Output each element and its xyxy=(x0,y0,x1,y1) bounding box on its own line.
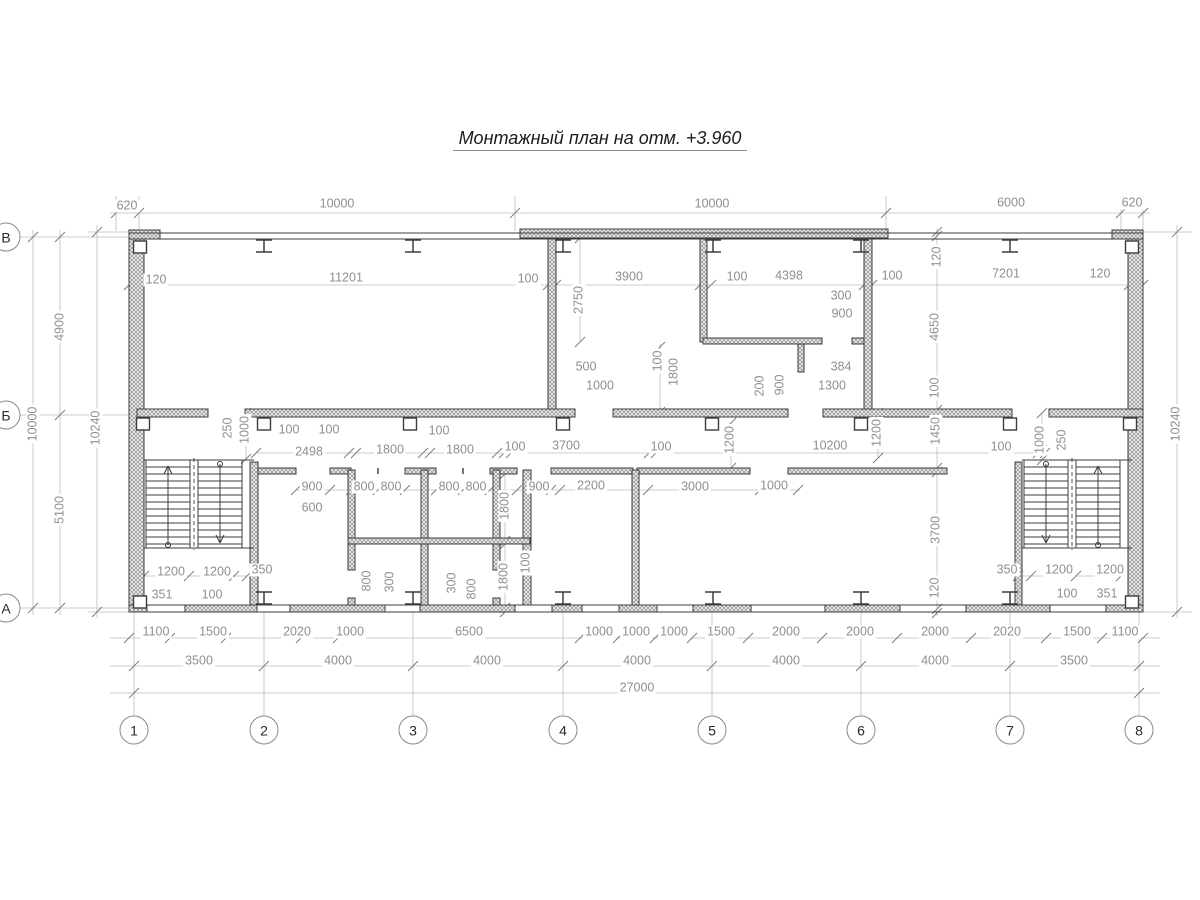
dimension-label: 120 xyxy=(929,246,944,268)
dimension-label: 1500 xyxy=(707,624,735,639)
dimension-label: 2750 xyxy=(571,286,586,314)
dimension-label: 3000 xyxy=(681,479,709,494)
axis-bubble-А: А xyxy=(0,594,21,623)
dimension-label: 3700 xyxy=(552,438,580,453)
dimension-label: 1200 xyxy=(722,426,737,454)
dimension-label: 120 xyxy=(145,272,167,287)
dimension-label: 800 xyxy=(438,479,460,494)
axis-bubble-Б: Б xyxy=(0,401,21,430)
dimension-label: 900 xyxy=(831,306,853,321)
dimension-label: 350 xyxy=(251,562,273,577)
dimension-label: 100 xyxy=(650,350,665,372)
dimension-label: 11201 xyxy=(329,270,363,285)
dimension-label: 1000 xyxy=(336,624,364,639)
dimension-label: 900 xyxy=(772,374,787,396)
dimension-label: 3500 xyxy=(185,653,213,668)
dimension-label: 1100 xyxy=(1111,624,1139,639)
dimension-label: 250 xyxy=(220,417,235,439)
dimension-label: 1500 xyxy=(199,624,227,639)
dimension-label: 1200 xyxy=(203,564,231,579)
dimension-label: 6500 xyxy=(455,624,483,639)
dimension-label: 4000 xyxy=(921,653,949,668)
dimension-label: 1800 xyxy=(666,358,681,386)
dimension-label: 1800 xyxy=(496,563,511,591)
dimension-label: 900 xyxy=(528,479,550,494)
dimension-label: 4398 xyxy=(775,268,803,283)
dimension-label: 3500 xyxy=(1060,653,1088,668)
dimension-label: 4900 xyxy=(52,313,67,341)
dimension-label: 27000 xyxy=(619,680,655,695)
dimension-label: 2020 xyxy=(283,624,311,639)
dimension-label: 10000 xyxy=(319,196,355,211)
dimension-label: 100 xyxy=(650,439,672,454)
dimension-label: 300 xyxy=(444,572,459,594)
dimension-label: 1800 xyxy=(376,442,404,457)
dimension-label: 500 xyxy=(575,359,597,374)
axis-bubble-6: 6 xyxy=(847,716,876,745)
dimension-label: 384 xyxy=(830,359,852,374)
dimension-label: 800 xyxy=(464,578,479,600)
dimension-label: 300 xyxy=(830,288,852,303)
dimension-label: 2000 xyxy=(846,624,874,639)
dimension-label: 100 xyxy=(278,422,300,437)
dimension-label: 1000 xyxy=(622,624,650,639)
dimension-label: 1000 xyxy=(586,378,614,393)
dimension-label: 351 xyxy=(1096,586,1118,601)
dimension-label: 100 xyxy=(504,439,526,454)
dimension-label: 1200 xyxy=(1045,562,1073,577)
dimension-label: 1200 xyxy=(869,419,884,447)
dimension-label: 100 xyxy=(726,269,748,284)
dimension-label: 10200 xyxy=(812,438,848,453)
dimension-label: 2020 xyxy=(993,624,1021,639)
axis-bubble-8: 8 xyxy=(1125,716,1154,745)
dimension-label: 1450 xyxy=(928,417,943,445)
dimension-label: 6000 xyxy=(997,195,1025,210)
dimension-label: 4000 xyxy=(623,653,651,668)
dimension-label: 2000 xyxy=(772,624,800,639)
dimension-label: 1800 xyxy=(497,492,512,520)
axis-bubble-4: 4 xyxy=(549,716,578,745)
axis-bubble-7: 7 xyxy=(996,716,1025,745)
dimension-label: 1000 xyxy=(237,416,252,444)
dimension-label: 1800 xyxy=(446,442,474,457)
dimension-label: 4000 xyxy=(324,653,352,668)
dimension-label: 1000 xyxy=(660,624,688,639)
dimension-label: 100 xyxy=(428,423,450,438)
dimension-label: 1000 xyxy=(585,624,613,639)
dimension-label: 1100 xyxy=(142,624,170,639)
dimension-label: 100 xyxy=(1056,586,1078,601)
dimension-label: 100 xyxy=(517,271,539,286)
axis-bubble-1: 1 xyxy=(120,716,149,745)
dimension-label: 2498 xyxy=(295,444,323,459)
dimension-label: 100 xyxy=(990,439,1012,454)
dimension-label: 800 xyxy=(359,570,374,592)
dimension-label: 2000 xyxy=(921,624,949,639)
axis-bubble-В: В xyxy=(0,223,21,252)
dimension-label: 3900 xyxy=(615,269,643,284)
dimension-label: 10240 xyxy=(1168,406,1183,442)
dimension-label: 250 xyxy=(1054,429,1069,451)
dimension-label: 1300 xyxy=(818,378,846,393)
dimension-label: 300 xyxy=(382,571,397,593)
axis-bubble-3: 3 xyxy=(399,716,428,745)
dimension-label: 351 xyxy=(151,587,173,602)
dimension-label: 7201 xyxy=(992,266,1020,281)
dimension-label: 1200 xyxy=(157,564,185,579)
dimension-label: 100 xyxy=(518,552,533,574)
dimension-label: 1000 xyxy=(1032,426,1047,454)
dimension-label: 3700 xyxy=(928,516,943,544)
dimension-label: 100 xyxy=(201,587,223,602)
dimension-label: 120 xyxy=(1089,266,1111,281)
dimension-label: 5100 xyxy=(52,496,67,524)
dimension-label: 1200 xyxy=(1096,562,1124,577)
dimension-label: 4650 xyxy=(927,313,942,341)
dimension-label: 4000 xyxy=(473,653,501,668)
dimension-label: 100 xyxy=(318,422,340,437)
dimension-label: 10000 xyxy=(25,406,40,442)
dimension-label: 600 xyxy=(301,500,323,515)
dimension-label: 1500 xyxy=(1063,624,1091,639)
axis-bubble-2: 2 xyxy=(250,716,279,745)
dimension-label: 900 xyxy=(301,479,323,494)
dimension-label: 100 xyxy=(881,268,903,283)
axis-bubble-5: 5 xyxy=(698,716,727,745)
dimension-label: 620 xyxy=(116,198,138,213)
dimension-label: 620 xyxy=(1121,195,1143,210)
plan-title: Монтажный план на отм. +3.960 xyxy=(0,128,1200,149)
dimension-label: 4000 xyxy=(772,653,800,668)
dimension-label: 800 xyxy=(353,479,375,494)
dimension-label: 350 xyxy=(996,562,1018,577)
dimension-label: 10240 xyxy=(88,410,103,446)
dimension-label: 120 xyxy=(927,577,942,599)
dimension-label: 200 xyxy=(752,375,767,397)
dimension-label: 2200 xyxy=(577,478,605,493)
dimension-label: 800 xyxy=(380,479,402,494)
dimension-label: 100 xyxy=(927,377,942,399)
dimension-label: 10000 xyxy=(694,196,730,211)
dimension-label: 800 xyxy=(465,479,487,494)
dimension-label: 1000 xyxy=(760,478,788,493)
